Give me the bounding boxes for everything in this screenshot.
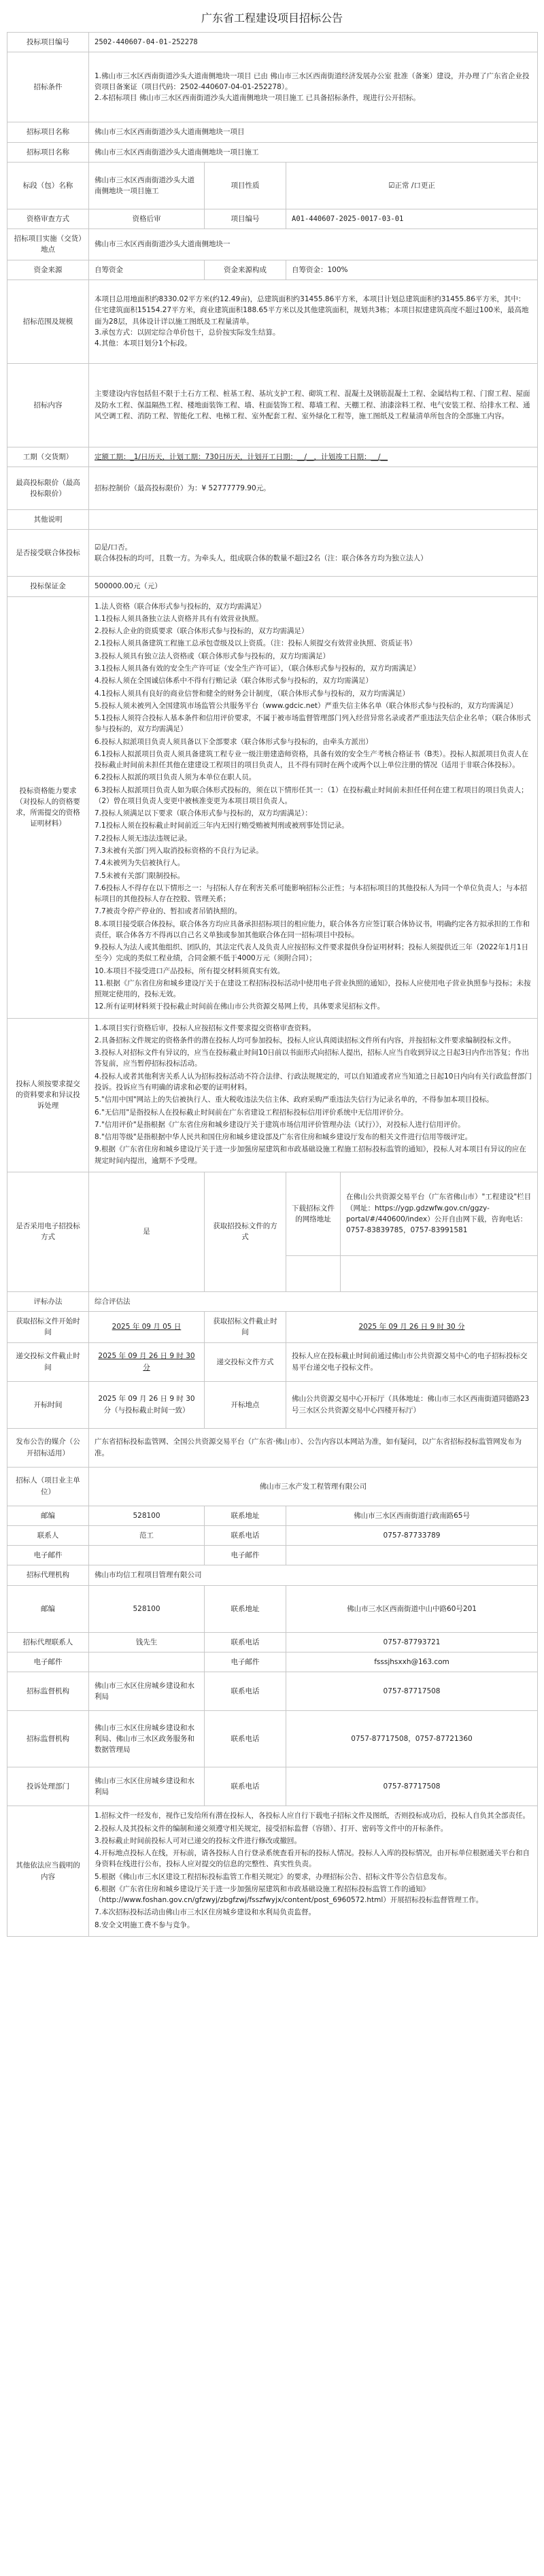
requirement-item: 6.1投标人拟派项目负责人须具备建筑工程专业一级注册建造师资格，具备有效的安全生产考核合格证书（B类）。投标人拟派项目负责人在投标截止时间前未担任其他在建建设工程项目的项目负责人，且不得有同时在两个或两个以上单位注册的情况（适用于非联合体投标）。 xyxy=(95,749,529,770)
row-tenderee-mail xyxy=(7,1546,538,1565)
requirement-item: 7.6投标人不得存在以下情形之一：与招标人存在利害关系可能影响招标公正性；与本招标项目的其他投标人为同一个单位负责人；与本招标项目的其他投标人存在控股、管理关系； xyxy=(95,883,528,904)
announcement-table xyxy=(7,32,538,1937)
conditions-p2: 2.本招标项目 佛山市三水区西南街道沙头大道南侧地块一项目施工 已具备招标条件，现进行公开招标。 xyxy=(95,94,420,103)
qualification-value: 资格后审 xyxy=(89,209,205,228)
requirement-item: 11.根据《广东省住房和城乡建设厅关于在建设工程招标投标活动中使用电子营业执照的通知》，投标人应使用电子营业执照参与投标；未按照规定使用的，投标无效。 xyxy=(95,979,531,999)
agent-addr-label: 联系地址 xyxy=(205,1585,286,1632)
submit-method-label: 递交投标文件方式 xyxy=(205,1342,286,1381)
requirement-item: 7.5未被有关部门限制投标。 xyxy=(95,871,185,880)
open-time-value: 2025 年 09 月 26 日 9 时 30 分（与投标截止时间一致） xyxy=(89,1381,205,1428)
integrity-item: 8."信用等级"是指根据中华人民共和国住房和城乡建设部及广东省住房和城乡建设厅发布的相关文件进行信用等级评定。 xyxy=(95,1133,473,1142)
complaint-value: 佛山市三水区住房城乡建设和水利局 xyxy=(89,1767,205,1806)
tenderee-label: 招标人（项目业主单位） xyxy=(7,1467,89,1506)
row-agent-addr xyxy=(7,1585,538,1632)
deadline-label: 递交投标文件截止时间 xyxy=(7,1342,89,1381)
row-open xyxy=(7,1381,538,1428)
get-method-label: 获取招投标文件的方式 xyxy=(205,1172,286,1291)
max-price-label: 最高投标限价（最高投标限价） xyxy=(7,467,89,510)
complaint-phone-label: 联系电话 xyxy=(205,1767,286,1806)
note-item: 1.招标文件一经发布，视作已发给所有潜在投标人，各投标人应自行下载电子招标文件及图纸，否则投标成功后，投标人自负其全部责任。 xyxy=(95,1812,530,1820)
row-duration xyxy=(7,447,538,467)
scope-label: 招标范围及规模 xyxy=(7,279,89,363)
other-label: 其他说明 xyxy=(7,510,89,530)
row-section xyxy=(7,162,538,209)
conditions-value xyxy=(89,52,538,122)
scope-value xyxy=(89,279,538,363)
section-name-value: 佛山市三水区西南街道沙头大道南侧地块一项目施工 xyxy=(89,142,538,162)
tenderee-addr-value: 佛山市三水区西南街道行政南路65号 xyxy=(286,1506,538,1525)
joint-label: 是否接受联合体投标 xyxy=(7,530,89,577)
integrity-item: 7."信用评价"是指根据《广东省住房和城乡建设厅关于建筑市场信用评价管理办法（试行）》，对投标人进行信用评价。 xyxy=(95,1120,465,1129)
requirement-item: 7.3未被有关部门列入取消投标资格的不良行为记录。 xyxy=(95,846,263,855)
requirement-item: 12.所有证明材料须于投标截止时间前在佛山市公共资源交易网上传，具体要求见招标文件。 xyxy=(95,1002,385,1011)
open-time-label: 开标时间 xyxy=(7,1381,89,1428)
requirement-item: 7.4未被列为失信被执行人。 xyxy=(95,859,185,868)
row-deposit xyxy=(7,577,538,596)
row-location xyxy=(7,229,538,260)
funding-label: 资金来源 xyxy=(7,260,89,279)
open-place-label: 开标地点 xyxy=(205,1381,286,1428)
supervise-dept-label: 招标监督机构 xyxy=(7,1711,89,1767)
requirement-item: 3.投标人须具有独立法人资格或（联合体形式参与投标的，双方均需满足） xyxy=(95,651,330,660)
requirement-item: 7.投标人须满足以下要求（联合体形式参与投标的，双方均需满足）： xyxy=(95,809,312,818)
row-complaint xyxy=(7,1767,538,1806)
funding-source: 自筹资金 xyxy=(89,260,205,279)
row-scope xyxy=(7,279,538,363)
project-name-value: 佛山市三水区西南街道沙头大道南侧地块一项目 xyxy=(89,122,538,142)
requirement-item: 6.2投标人拟派的项目负责人须为本单位在职人员。 xyxy=(95,773,256,782)
download-label: 下载招标文件的网络地址 xyxy=(286,1172,341,1255)
tenderee-fax-value xyxy=(89,1546,205,1565)
integrity-item: 4.投标人或者其他利害关系人认为招标投标活动不符合法律、行政法规规定的，可以自知道或者应当知道之日起10日内向有关行政监督部门投诉。投诉应当有明确的请求和必要的证明材料。 xyxy=(95,1072,532,1092)
agent-fax-value xyxy=(89,1653,205,1672)
media-value: 广东省招标投标监管网、全国公共资源交易平台（广东省·佛山市）、公告内容以本网站为准，如有疑问，以广东省招标投标监管网发布为准。 xyxy=(89,1428,538,1467)
row-other xyxy=(7,510,538,530)
requirement-item: 5.1投标人须符合投标人基本条件和信用评价要求，不属于被市场监督管理部门列入经营异常名录或者严重违法失信企业名单；（联合体形式参与投标的，双方均需满足） xyxy=(95,714,531,734)
project-code-value: 2502-440607-04-01-252278 xyxy=(89,33,538,52)
row-joint xyxy=(7,530,538,577)
notes-list xyxy=(95,1810,532,1931)
integrity-value xyxy=(89,1018,538,1172)
note-item: 4.开标地点投标人在线，开标前，请各投标人自行登录系统查看开标的投标人情况。投标人入库的投标情况，由开标单位根据通关平台和自身资料在线进行公布，投标人应对提交的信息的完整性、真实性负责。 xyxy=(95,1849,530,1869)
tenderee-value: 佛山市三水产发工程管理有限公司 xyxy=(89,1467,538,1506)
row-notes xyxy=(7,1806,538,1937)
agent-contact-label: 招标代理联系人 xyxy=(7,1632,89,1652)
agent-phone-value: 0757-87793721 xyxy=(286,1632,538,1652)
note-item: 5.根据《佛山市三水区建设工程招标投标监管工作相关规定》的要求，办理招标公告、招标文件等公告信息发布。 xyxy=(95,1872,452,1881)
media-label: 发布公告的媒介（公开招标适用） xyxy=(7,1428,89,1467)
row-content xyxy=(7,363,538,447)
deposit-label: 投标保证金 xyxy=(7,577,89,596)
agent-post-label: 邮编 xyxy=(7,1585,89,1632)
requirement-item: 8.本项目接受联合体投标，联合体各方均应具备承担招标项目的相应能力，联合体各方应签订联合体协议书，明确约定各方拟承担的工作和责任，联合体各方不得再以自己名义单独或参加其他联合体在同一招标项目中投标。 xyxy=(95,919,530,939)
agent-contact-value: 钱先生 xyxy=(89,1632,205,1652)
row-supervisor xyxy=(7,1672,538,1711)
funding-ratio-value: 自筹资金：100% xyxy=(286,260,538,279)
max-price-value: 招标控制价（最高投标限价）为：¥ 52777779.90元。 xyxy=(89,467,538,510)
note-item: 3.投标截止时间前投标人可对已递交的投标文件进行修改或撤回。 xyxy=(95,1836,302,1845)
integrity-list xyxy=(95,1023,532,1166)
page-title: 广东省工程建设项目招标公告 xyxy=(201,12,343,24)
complaint-phone-value: 0757-87717508 xyxy=(286,1767,538,1806)
row-qualification xyxy=(7,209,538,228)
deadline-value: 2025 年 09 月 26 日 9 时 30 分 xyxy=(89,1342,205,1381)
tenderee-contact-label: 联系人 xyxy=(7,1525,89,1545)
integrity-item: 9.根据《广东省住房和城乡建设厅关于进一步加强房屋建筑和市政基础设施工程施工招标投标监管的通知》，投标人对本项目有异议的应在规定时间内提出，逾期不予受理。 xyxy=(95,1145,526,1165)
tenderee-phone-value: 0757-87733789 xyxy=(286,1525,538,1545)
get-end-label: 获取招标文件截止时间 xyxy=(205,1312,286,1343)
location-value: 佛山市三水区西南街道沙头大道南侧地块一 xyxy=(89,229,538,260)
section-label: 标段（包）名称 xyxy=(7,162,89,209)
agent-mail-value[interactable]: fsssjhsxxh@163.com xyxy=(286,1653,538,1672)
row-get-time xyxy=(7,1312,538,1343)
row-max-price xyxy=(7,467,538,510)
project-number-label: 项目编号 xyxy=(205,209,286,228)
conditions-p1: 1.佛山市三水区西南街道沙头大道南侧地块一项目 已由 佛山市三水区西南街道经济发展办公室 批准（备案）建设，并办理了广东省企业投资项目备案证（项目代码：2502-440607-04-01-252278）。 xyxy=(95,71,530,92)
requirement-item: 7.2投标人须无违法违规记录。 xyxy=(95,834,192,843)
tenderee-contact-value: 范工 xyxy=(89,1525,205,1545)
requirement-item: 10.本项目不接受进口产品投标，所有提交材料须真实有效。 xyxy=(95,966,285,975)
requirement-item: 1.法人资格（联合体形式参与投标的，双方均需满足） xyxy=(95,602,266,611)
row-tenderee-contact xyxy=(7,1525,538,1545)
row-deadline xyxy=(7,1342,538,1381)
row-funding xyxy=(7,260,538,279)
integrity-item: 1.本项目实行资格后审，投标人应按招标文件要求提交资格审查资料。 xyxy=(95,1023,316,1032)
electronic-value: 是 xyxy=(89,1172,205,1291)
download-value[interactable]: 在佛山公共资源交易平台（广东省佛山市）"工程建设"栏目（网址：https://ygp.gdzwfw.gov.cn/ggzy-portal/#/440600/index）公开自由网下载，咨询电话：0757-83839785，0757-83991581 xyxy=(341,1172,538,1255)
supervisor-phone-value: 0757-87717508 xyxy=(286,1672,538,1711)
requirement-item: 6.投标人拟派项目负责人须具备以下全部要求（联合体形式参与投标的，由牵头方派出） xyxy=(95,737,373,746)
joint-value: ☑是/口否。 联合体投标的均可，且数一方。为牵头人，组成联合体的数量不超过2名（注：联合体各方均为独立法人） xyxy=(89,530,538,577)
integrity-label: 投标人须按要求提交的资料要求和异议投诉处理 xyxy=(7,1018,89,1172)
other-value xyxy=(89,510,538,530)
row-section-name xyxy=(7,142,538,162)
section-value: 佛山市三水区西南街道沙头大道南侧地块一项目施工 xyxy=(89,162,205,209)
requirement-item: 7.1投标人须在投标截止时间前近三年内无因行贿受贿被判刑或被刑事处罚记录。 xyxy=(95,821,349,830)
row-media xyxy=(7,1428,538,1467)
row-project-code xyxy=(7,33,538,52)
row-agent-mail xyxy=(7,1653,538,1672)
electronic-blank xyxy=(286,1255,341,1291)
row-supervise-dept xyxy=(7,1711,538,1767)
tenderee-phone-label: 联系电话 xyxy=(205,1525,286,1545)
requirements-label: 投标资格能力要求（对投标人的资格要求，所需提交的资格证明材料） xyxy=(7,596,89,1018)
note-item: 8.安全文明施工费不参与竞争。 xyxy=(95,1920,194,1929)
project-name-label: 招标项目名称 xyxy=(7,122,89,142)
row-agent xyxy=(7,1565,538,1585)
open-place-value: 佛山公共资源交易中心开标厅（具体地址：佛山市三水区西南街道同德路23号三水区公共资源交易中心四楼开标厅） xyxy=(286,1381,538,1428)
requirement-item: 1.1投标人须具备独立法人资格并具有有效营业执照。 xyxy=(95,614,263,623)
notes-value xyxy=(89,1806,538,1937)
agent-label: 招标代理机构 xyxy=(7,1565,89,1585)
funding-ratio-label: 资金来源构成 xyxy=(205,260,286,279)
row-integrity xyxy=(7,1018,538,1172)
row-agent-contact xyxy=(7,1632,538,1652)
supervise-dept-phone-value: 0757-87717508，0757-87721360 xyxy=(286,1711,538,1767)
requirements-value xyxy=(89,596,538,1018)
nature-label: 项目性质 xyxy=(205,162,286,209)
tenderee-mail-value xyxy=(286,1546,538,1565)
complaint-label: 投诉处理部门 xyxy=(7,1767,89,1806)
requirement-item: 7.7被责令停产停业的、暂扣或者吊销执照的。 xyxy=(95,907,242,916)
note-item: 2.投标人及其投标文件的编制和递交须遵守相关规定，接受招标监督（容错）、打开、密码等文件中的开标条件。 xyxy=(95,1824,448,1833)
tenderee-post-label: 邮编 xyxy=(7,1506,89,1525)
row-electronic-1 xyxy=(7,1172,538,1255)
scope-text: 本项目总用地面积约8330.02平方米(约12.49亩)，总建筑面积约31455.86平方米，本项目计划总建筑面积约31455.86平方米，其中：住宅建筑面积15154.27平方米，商业建筑面积188.65平方米以及其他建筑面积，规划共3栋；本项目拟建建筑高度不超过100米，最高地面为28层，具体设计详以施工图纸及工程量清单。 xyxy=(95,295,529,326)
agent-addr-value: 佛山市三水区西南街道中山中路60号201 xyxy=(286,1585,538,1632)
integrity-item: 6."无信用"是指投标人在投标截止时间前在广东省建设工程招标投标信用评价系统中无信用评价分。 xyxy=(95,1108,408,1117)
integrity-item: 5."信用中国"网站上的失信被执行人、重大税收违法失信主体、政府采购严重违法失信行为记录名单的，不得参加本项目投标。 xyxy=(95,1096,494,1104)
supervise-dept-phone-label: 联系电话 xyxy=(205,1711,286,1767)
note-item: 6.根据《广东省住房和城乡建设厅关于进一步加强房屋建筑和市政基础设施工程招标投标监管工作的通知》（http://www.foshan.gov.cn/gfzwyj/zbgfzwj/fsszfwyjx/content/post_6960572.html）开展招标投标监督管理工作。 xyxy=(95,1884,483,1905)
agent-fax-label: 电子邮件 xyxy=(7,1653,89,1672)
deposit-value: 500000.00元（元） xyxy=(89,577,538,596)
row-project-name xyxy=(7,122,538,142)
get-start-value: 2025 年 09 月 05 日 xyxy=(89,1312,205,1343)
location-label: 招标项目实施（交货）地点 xyxy=(7,229,89,260)
note-item: 7.本次招标投标活动由佛山市三水区住房城乡建设和水利局负责监督。 xyxy=(95,1908,316,1917)
tenderee-fax-label: 电子邮件 xyxy=(7,1546,89,1565)
content-label: 招标内容 xyxy=(7,363,89,447)
requirement-item: 3.1投标人须具备有效的安全生产许可证（安全生产许可证），（联合体形式参与投标的，双方均需满足） xyxy=(95,664,420,673)
requirement-item: 9.投标人为法人或其他组织、团队的，其法定代表人及负责人应按招标文件要求提供身份证明材料；投标人须提供近三年（2022年1月1日至今）完成的类似工程业绩，合同金额不低于4000万元（须附合同）； xyxy=(95,943,529,963)
supervisor-label: 招标监督机构 xyxy=(7,1672,89,1711)
qualification-label: 资格审查方式 xyxy=(7,209,89,228)
scope-extra-1: 3.承包方式：以固定综合单价包干，总价按实际发生结算。 xyxy=(95,328,280,337)
row-tenderee xyxy=(7,1467,538,1506)
eval-label: 评标办法 xyxy=(7,1291,89,1311)
row-eval xyxy=(7,1291,538,1311)
requirement-item: 2.投标人企业的资质要求（联合体形式参与投标的，双方均需满足） xyxy=(95,627,309,636)
row-tenderee-addr xyxy=(7,1506,538,1525)
supervise-dept-value: 佛山市三水区住房城乡建设和水利局、佛山市三水区政务服务和数据管理局 xyxy=(89,1711,205,1767)
integrity-item: 3.投标人对招标文件有异议的，应当在投标截止时间10日前以书面形式向招标人提出，招标人应当自收到异议之日起3日内作出答复；作出答复前，应当暂停招标投标活动。 xyxy=(95,1049,530,1068)
content-value: 主要建设内容包括但不限于土石方工程、桩基工程、基坑支护工程、砌筑工程、混凝土及钢筋混凝土工程、金属结构工程、门窗工程、屋面及防水工程、保温隔热工程、楼地面装饰工程、墙、柱面装饰工程、幕墙工程、天棚工程、油漆涂料工程、电气安装工程、给排水工程、通风空调工程、消防工程、智能化工程、电梯工程、室外配套工程、室外绿化工程等，施工图纸及工程量清单所包含的全部施工内容。 xyxy=(89,363,538,447)
row-requirements xyxy=(7,596,538,1018)
tenderee-post-value: 528100 xyxy=(89,1506,205,1525)
electronic-label: 是否采用电子招投标方式 xyxy=(7,1172,89,1291)
agent-mail-label: 电子邮件 xyxy=(205,1653,286,1672)
scope-extra-2: 4.其他：本项目划分1个标段。 xyxy=(95,339,192,348)
requirement-item: 5.投标人须未被列入全国建筑市场监管公共服务平台（www.gdcic.net）严重失信主体名单（联合体形式参与投标的，双方均需满足） xyxy=(95,701,518,710)
requirement-item: 6.3投标人拟派项目负责人如为联合体形式投标的，须在以下情形任其一：（1）在投标截止时间前未担任任何在建工程项目的项目负责人；（2）曾在项目负责人变更中被核准变更为本项目项目负责人。 xyxy=(95,785,528,805)
duration-value: 定额工期：_1/日历天，计划工期：730日历天，计划开工日期：__/__，计划竣工日期：__/__ xyxy=(89,447,538,467)
get-end-value: 2025 年 09 月 26 日 9 时 30 分 xyxy=(286,1312,538,1343)
project-number-value: A01-440607-2025-0017-03-01 xyxy=(286,209,538,228)
tenderee-mail-label: 电子邮件 xyxy=(205,1546,286,1565)
conditions-label: 招标条件 xyxy=(7,52,89,122)
supervisor-value: 佛山市三水区住房城乡建设和水利局 xyxy=(89,1672,205,1711)
duration-label: 工期（交货期） xyxy=(7,447,89,467)
get-start-label: 获取招标文件开始时间 xyxy=(7,1312,89,1343)
row-conditions xyxy=(7,52,538,122)
agent-post-value: 528100 xyxy=(89,1585,205,1632)
agent-value: 佛山市均信工程项目管理有限公司 xyxy=(89,1565,538,1585)
notes-label: 其他依法应当载明的内容 xyxy=(7,1806,89,1937)
nature-value: ☑正常 /口更正 xyxy=(286,162,538,209)
requirement-item: 4.1投标人须具有良好的商业信誉和健全的财务会计制度，（联合体形式参与投标的，双方均需满足） xyxy=(95,689,409,698)
tenderee-addr-label: 联系地址 xyxy=(205,1506,286,1525)
eval-value: 综合评估法 xyxy=(89,1291,538,1311)
section-name-label: 招标项目名称 xyxy=(7,142,89,162)
project-code-label: 投标项目编号 xyxy=(7,33,89,52)
requirement-item: 4.投标人须在全国诚信体系中不得有行贿记录（联合体形式参与投标的，双方均需满足） xyxy=(95,677,373,685)
integrity-item: 2.具备招标文件规定的资格条件的潜在投标人均可参加投标，投标人应认真阅读招标文件所有内容，并按招标文件要求编制投标文件。 xyxy=(95,1036,516,1045)
submit-method-value: 投标人应在投标截止时间前通过佛山市公共资源交易中心的电子招标投标交易平台递交电子投标文件。 xyxy=(286,1342,538,1381)
requirement-item: 2.1投标人须具备建筑工程施工总承包壹级及以上资质。（注：投标人须提交有效营业执照、资质证书） xyxy=(95,639,417,648)
requirements-list xyxy=(95,601,532,1013)
supervisor-phone-label: 联系电话 xyxy=(205,1672,286,1711)
agent-phone-label: 联系电话 xyxy=(205,1632,286,1652)
electronic-blank-2 xyxy=(341,1255,538,1291)
